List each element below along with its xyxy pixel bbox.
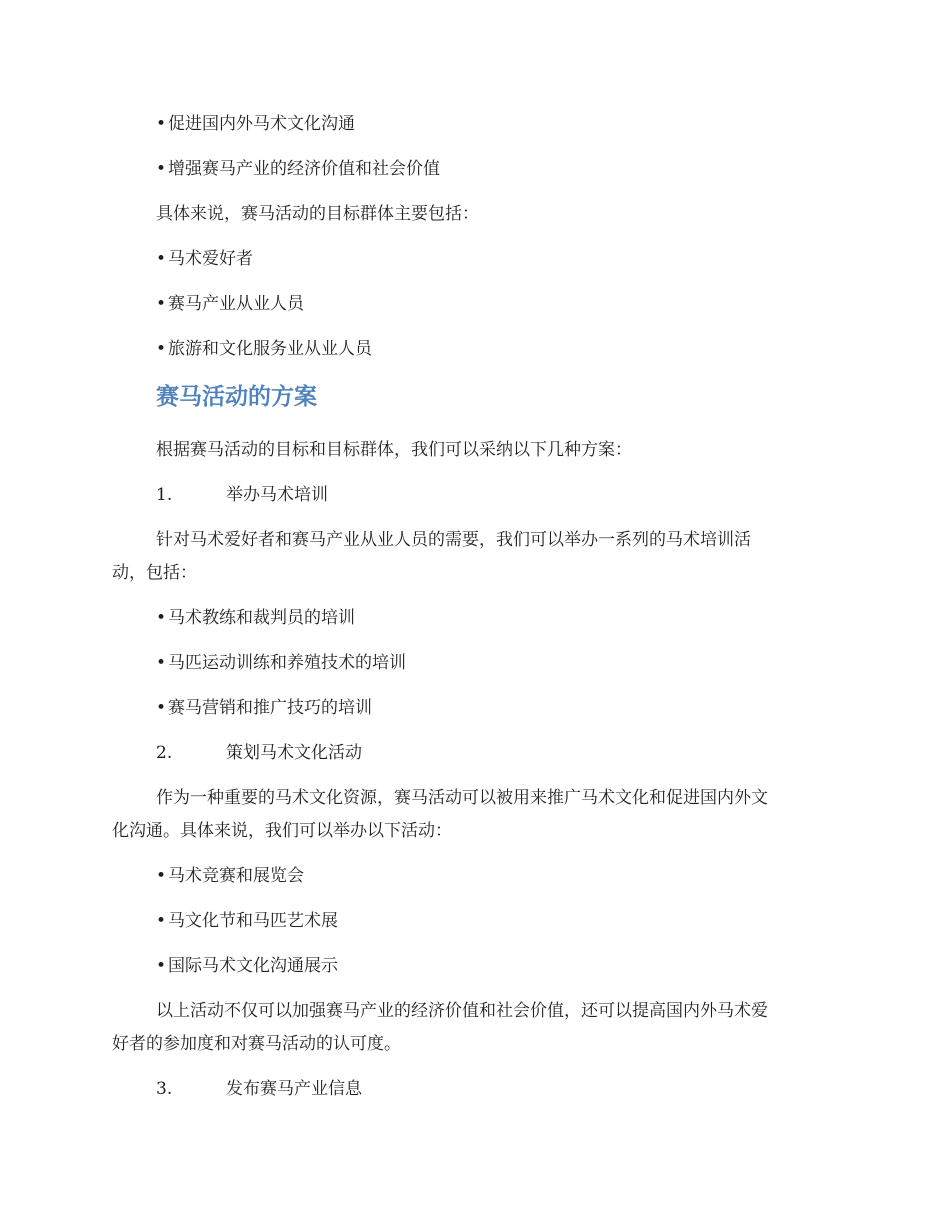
paragraph-target-intro: 具体来说，赛马活动的目标群体主要包括：: [156, 204, 479, 224]
numbered-item-2: [156, 741, 362, 765]
list-item: • 马匹运动训练和养殖技术的培训: [156, 653, 406, 673]
list-item: • 促进国内外马术文化沟通: [156, 114, 355, 134]
bullet-icon: •: [156, 698, 167, 718]
list-item: • 马术教练和裁判员的培训: [156, 608, 355, 628]
list-item: • 马术竞赛和展览会: [156, 866, 304, 886]
paragraph-summary-line-2: 好者的参加度和对赛马活动的认可度。: [112, 1034, 401, 1054]
item-title: 策划马术文化活动: [226, 743, 362, 763]
bullet-icon: •: [156, 114, 167, 134]
bullet-icon: •: [156, 608, 167, 628]
numbered-item-3: [156, 1077, 362, 1101]
list-item: • 旅游和文化服务业从业人员: [156, 339, 372, 359]
item-number: 1.: [156, 485, 173, 505]
item-title: 举办马术培训: [226, 485, 328, 505]
list-item: • 马文化节和马匹艺术展: [156, 911, 338, 931]
bullet-icon: •: [156, 249, 167, 269]
paragraph-training-line-1: 针对马术爱好者和赛马产业从业人员的需要，我们可以举办一系列的马术培训活: [156, 530, 751, 550]
bullet-icon: •: [156, 653, 167, 673]
bullet-icon: •: [156, 866, 167, 886]
list-item: • 马术爱好者: [156, 249, 253, 269]
paragraph-culture-line-1: 作为一种重要的马术文化资源，赛马活动可以被用来推广马术文化和促进国内外文: [156, 788, 768, 808]
item-number: 3.: [156, 1079, 173, 1099]
paragraph-summary-line-1: 以上活动不仅可以加强赛马产业的经济价值和社会价值，还可以提高国内外马术爱: [156, 1001, 768, 1021]
section-heading: 赛马活动的方案: [156, 384, 317, 410]
bullet-icon: •: [156, 159, 167, 179]
numbered-item-1: [156, 483, 328, 507]
paragraph-culture-line-2: 化沟通。具体来说，我们可以举办以下活动：: [112, 821, 452, 841]
item-number: 2.: [156, 743, 173, 763]
list-item: • 国际马术文化沟通展示: [156, 956, 338, 976]
bullet-icon: •: [156, 339, 167, 359]
item-title: 发布赛马产业信息: [226, 1079, 362, 1099]
paragraph-plan-intro: 根据赛马活动的目标和目标群体，我们可以采纳以下几种方案：: [156, 440, 632, 460]
bullet-icon: •: [156, 911, 167, 931]
list-item: • 赛马营销和推广技巧的培训: [156, 698, 372, 718]
list-item: • 赛马产业从业人员: [156, 294, 304, 314]
list-item: • 增强赛马产业的经济价值和社会价值: [156, 159, 440, 179]
bullet-icon: •: [156, 956, 167, 976]
paragraph-training-line-2: 动，包括：: [112, 563, 197, 583]
bullet-icon: •: [156, 294, 167, 314]
